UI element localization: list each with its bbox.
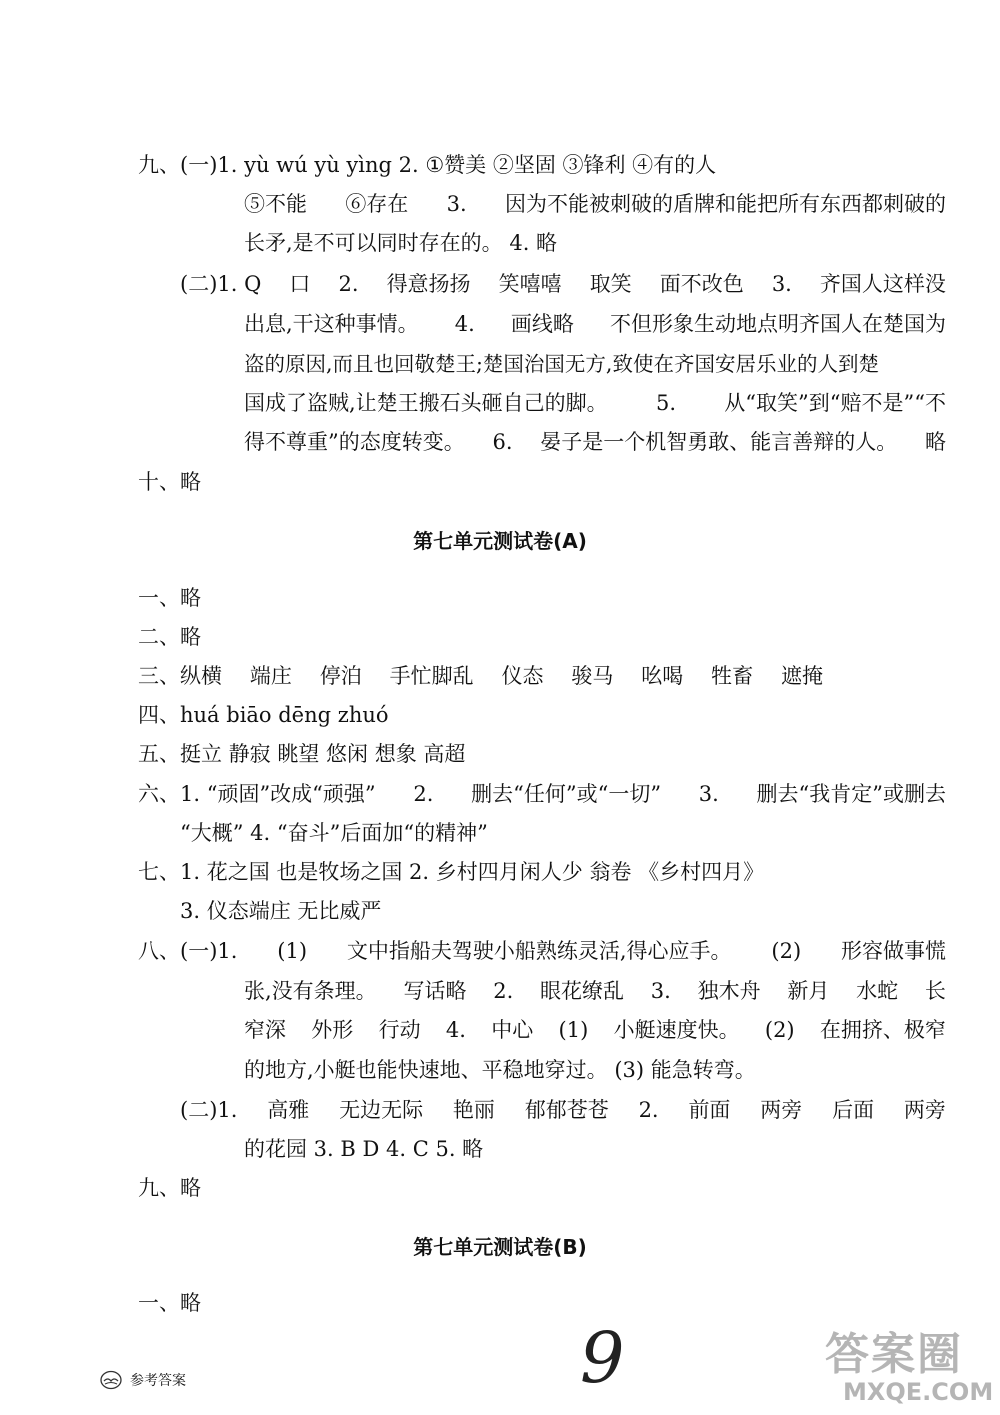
answer-line: 四、huá biāo dēng zhuó	[138, 703, 389, 727]
answer-line: 出息,干这种事情。 4. 画线略 不但形象生动地点明齐国人在楚国为	[244, 312, 946, 336]
answer-line: 一、略	[138, 1291, 201, 1315]
answer-line: 三、纵横 端庄 停泊 手忙脚乱 仪态 骏马 吆喝 牲畜 遮掩	[138, 664, 823, 688]
answer-line: 3. 仪态端庄 无比威严	[180, 899, 382, 923]
book-icon	[100, 1370, 122, 1390]
answer-line: 八、(一)1. (1) 文中指船夫驾驶小船熟练灵活,得心应手。 (2) 形容做事慌	[138, 939, 946, 963]
answer-line: 六、1. “顽固”改成“顽强” 2. 删去“任何”或“一切” 3. 删去“我肯定”或删去	[138, 782, 946, 806]
answer-line: 九、(一)1. yù wú yù yìng 2. ①赞美 ②坚固 ③锋利 ④有的人	[138, 153, 717, 177]
answer-line: 盗的原因,而且也回敬楚王;楚国治国无方,致使在齐国安居乐业的人到楚	[244, 352, 879, 376]
answer-line: 一、略	[138, 586, 201, 610]
answer-line: (二)1. Q 口 2. 得意扬扬 笑嘻嘻 取笑 面不改色 3. 齐国人这样没	[180, 272, 946, 296]
handwritten-page-number: 9	[580, 1317, 625, 1399]
answer-line: 张,没有条理。 写话略 2. 眼花缭乱 3. 独木舟 新月 水蛇 长	[244, 979, 946, 1003]
section-heading: 第七单元测试卷(B)	[413, 1235, 587, 1259]
answer-line: 的地方,小艇也能快速地、平稳地穿过。 (3) 能急转弯。	[244, 1058, 756, 1082]
answer-line: 长矛,是不可以同时存在的。 4. 略	[244, 231, 558, 255]
answer-line: 二、略	[138, 625, 201, 649]
answer-line: 七、1. 花之国 也是牧场之国 2. 乡村四月闲人少 翁卷 《乡村四月》	[138, 860, 765, 884]
answer-line: 五、挺立 静寂 眺望 悠闲 想象 高超	[138, 742, 466, 766]
answer-line: 窄深 外形 行动 4. 中心 (1) 小艇速度快。 (2) 在拥挤、极窄	[244, 1018, 946, 1042]
page-footer	[100, 1368, 186, 1392]
watermark-logo: 答案圈 MXQE.COM	[825, 1329, 994, 1406]
answer-line: 十、略	[138, 470, 201, 494]
section-heading: 第七单元测试卷(A)	[413, 529, 587, 553]
answer-line: “大概” 4. “奋斗”后面加“的精神”	[180, 821, 488, 845]
answer-line: 得不尊重”的态度转变。 6. 晏子是一个机智勇敢、能言善辩的人。 略	[244, 430, 946, 454]
answer-line: ⑤不能 ⑥存在 3. 因为不能被刺破的盾牌和能把所有东西都刺破的	[244, 192, 946, 216]
answer-line: 国成了盗贼,让楚王搬石头砸自己的脚。 5. 从“取笑”到“赔不是”“不	[244, 391, 946, 415]
answer-line: 的花园 3. B D 4. C 5. 略	[244, 1137, 484, 1161]
answer-line: 九、略	[138, 1176, 201, 1200]
answer-line: (二)1. 高雅 无边无际 艳丽 郁郁苍苍 2. 前面 两旁 后面 两旁	[180, 1098, 946, 1122]
footer-label: 参考答案	[130, 1373, 186, 1389]
